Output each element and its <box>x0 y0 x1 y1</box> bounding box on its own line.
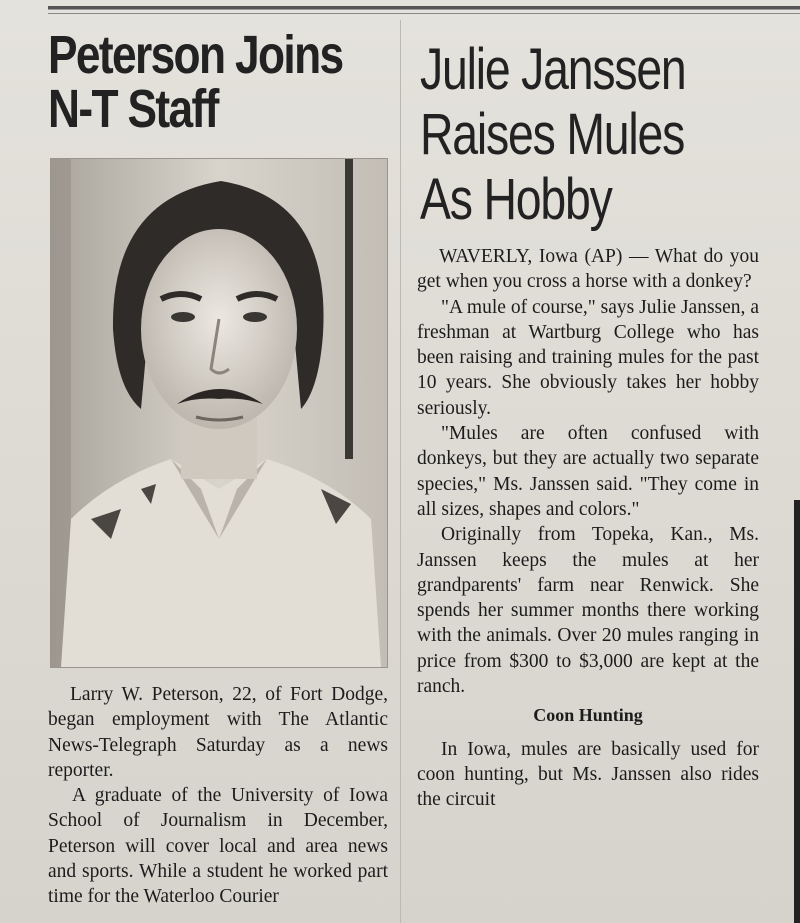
right-article-body <box>417 244 759 813</box>
column-divider <box>400 20 401 923</box>
right-paragraph-4: Originally from Topeka, Kan., Ms. Janssen keeps the mules at her grandparents' farm near Renwick. She spends her summer months there working with the animals. Over 20 mules ranging in price from $300 to $3,000 are kept at the ranch. <box>417 524 759 698</box>
left-paragraph-1: Larry W. Peterson, 22, of Fort Dodge, began employment with The Atlantic News-Telegraph Saturday as a news reporter. <box>48 684 388 781</box>
right-headline-line-2: Raises Mules <box>420 101 685 167</box>
left-paragraph-2: A graduate of the University of Iowa School of Journalism in December, Peterson will cover local and area news and sports. While a student he worked part time for the Waterloo Courier <box>48 785 388 908</box>
subhead-coon-hunting: Coon Hunting <box>533 705 643 726</box>
left-headline-line-2: N-T Staff <box>48 79 218 139</box>
top-rule-thin <box>48 13 800 14</box>
top-rule <box>48 6 800 10</box>
right-headline <box>420 38 686 233</box>
left-headline <box>48 25 343 139</box>
right-paragraph-1: WAVERLY, Iowa (AP) — What do you get when you cross a horse with a donkey? <box>417 246 759 293</box>
right-paragraph-3: "Mules are often confused with donkeys, but they are actually two separate species," Ms. Janssen said. "They come in all sizes, shapes and colors." <box>417 423 759 520</box>
right-paragraph-5: In Iowa, mules are basically used for coon hunting, but Ms. Janssen also rides the circuit <box>417 738 759 811</box>
page-edge-shadow <box>794 500 800 923</box>
right-headline-line-1: Julie Janssen <box>420 37 686 102</box>
left-article-body <box>48 682 388 910</box>
left-headline-line-1: Peterson Joins <box>48 25 343 85</box>
right-headline-line-3: As Hobby <box>420 166 612 232</box>
right-paragraph-2: "A mule of course," says Julie Janssen, a freshman at Wartburg College who has been raising and training mules for the past 10 years. She obviously takes her hobby seriously. <box>417 296 759 419</box>
portrait-photo <box>50 158 388 668</box>
